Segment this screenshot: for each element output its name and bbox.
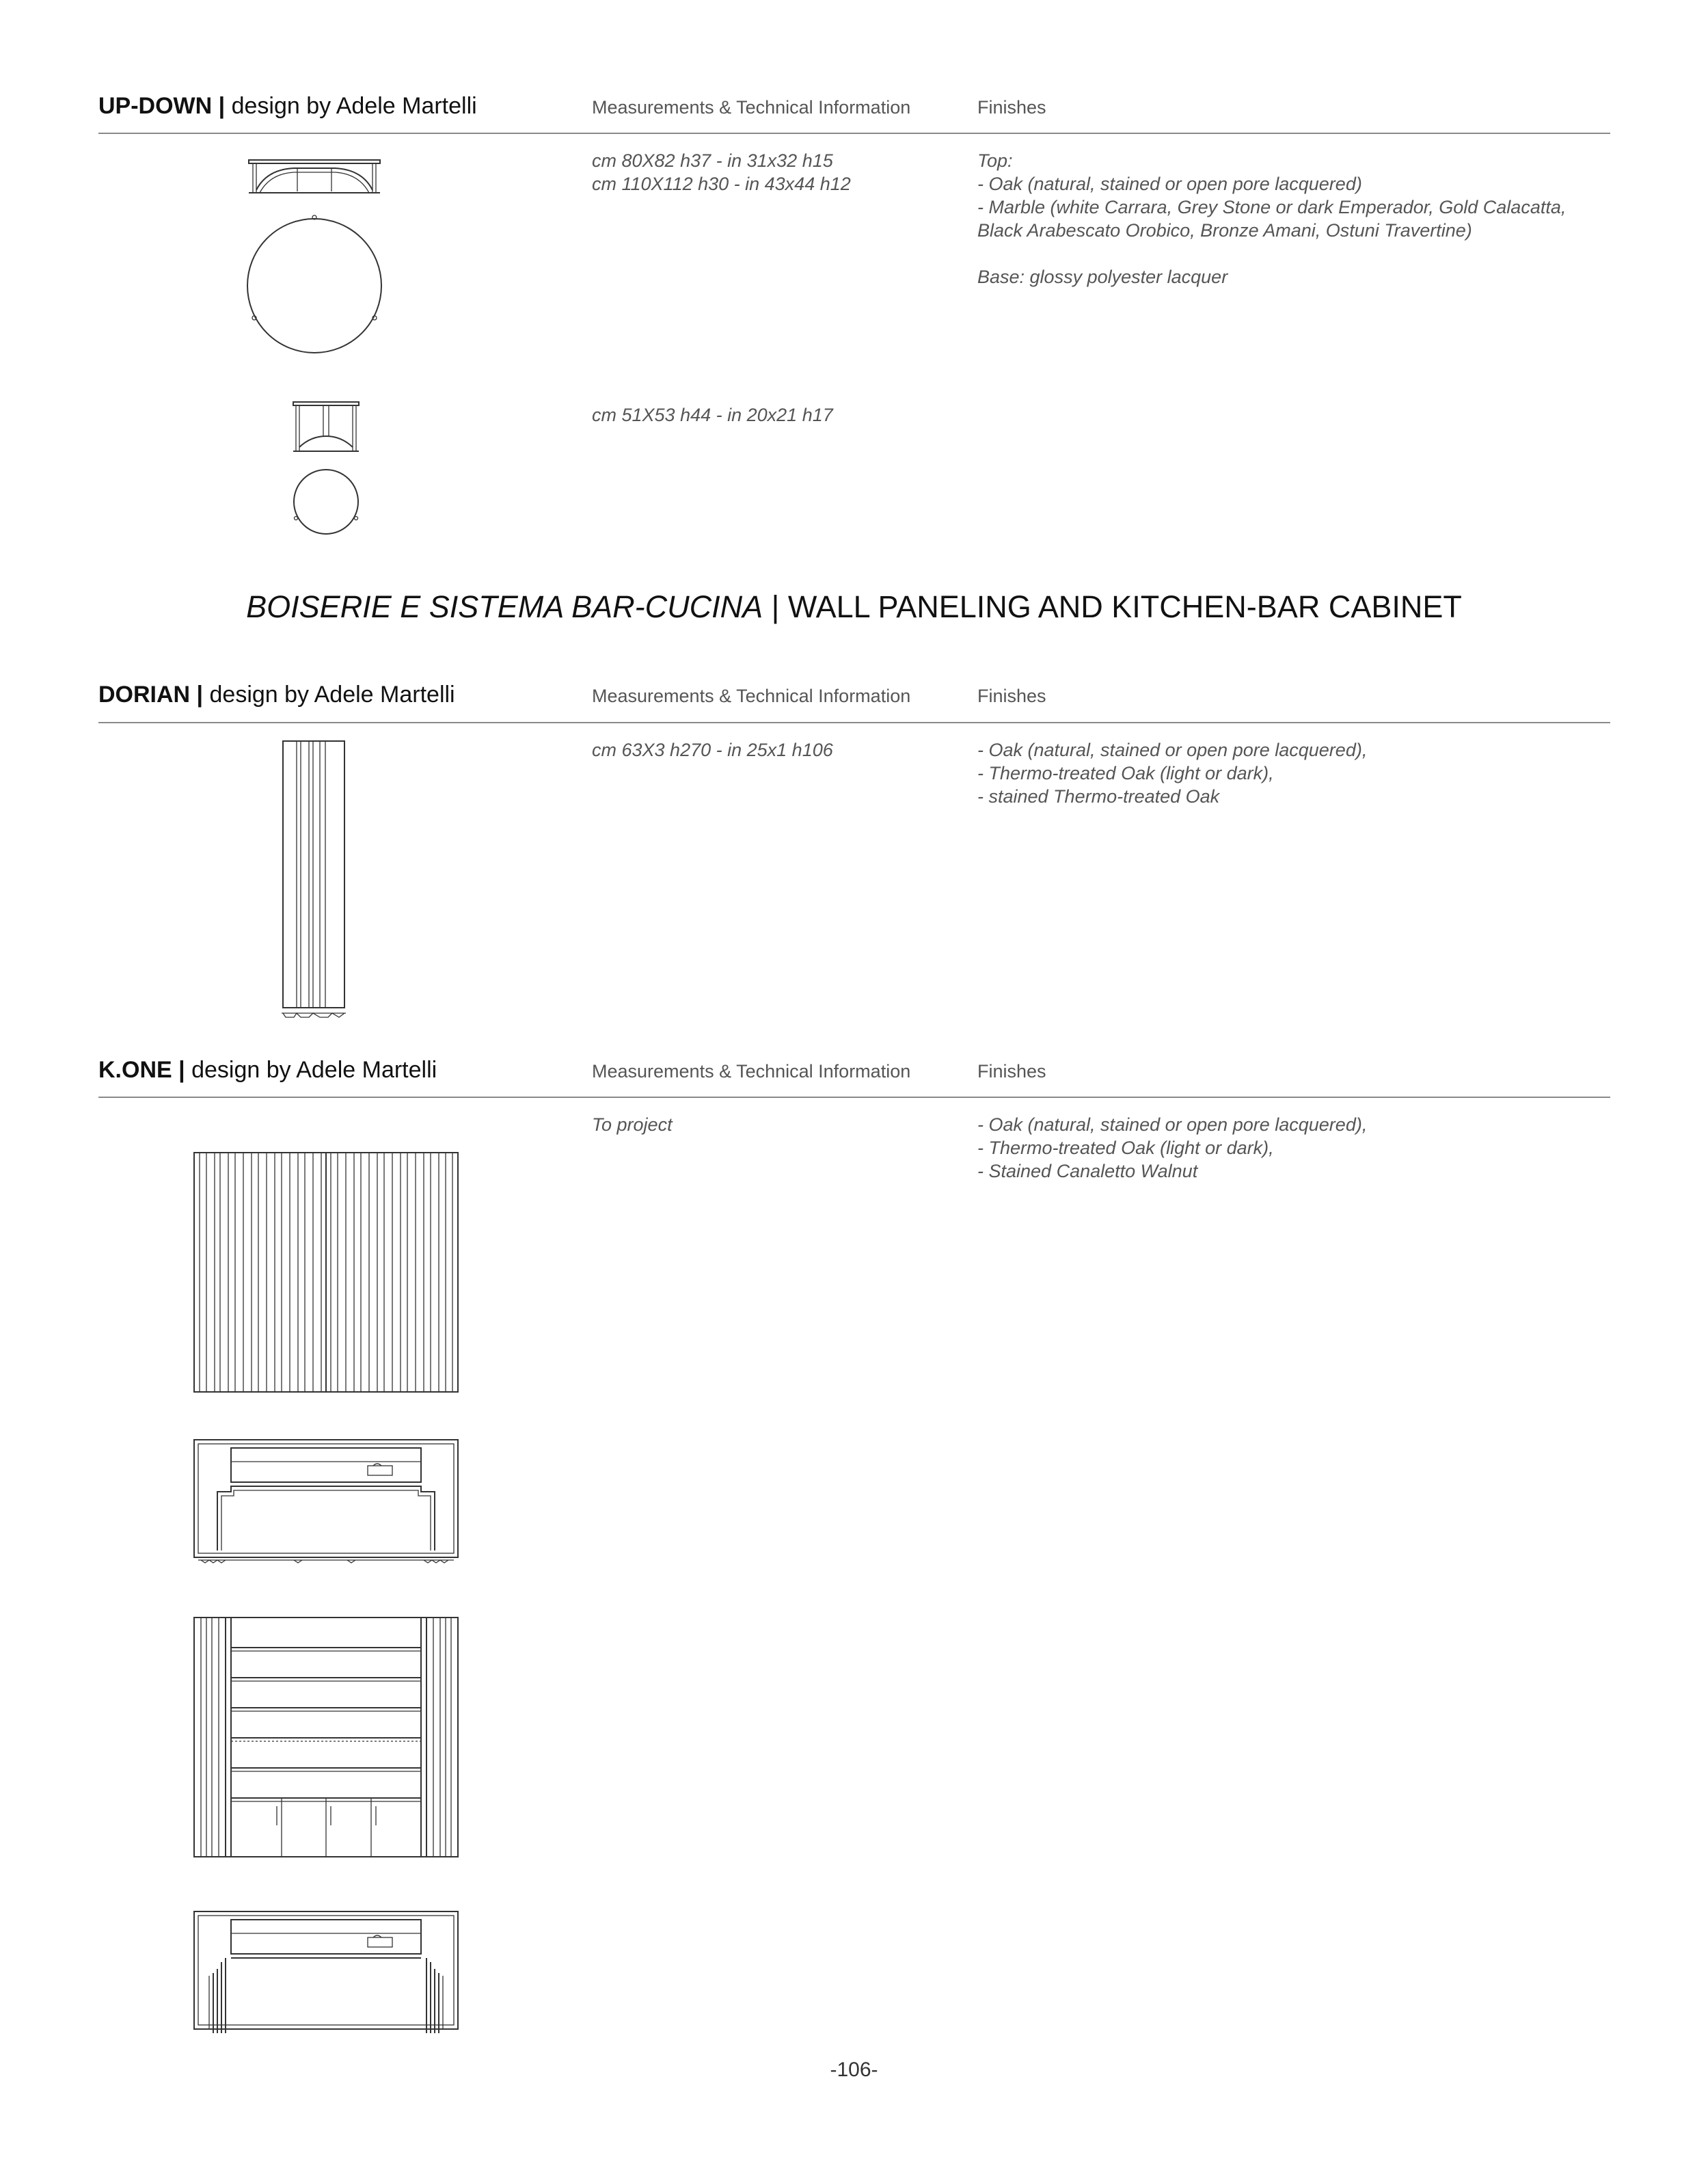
finish-line [977, 242, 1566, 265]
finish-line: - Marble (white Carrara, Grey Stone or dark Emperador, Gold Calacatta, [977, 197, 1567, 217]
updown-table-drawing [239, 150, 390, 376]
section-title-kone: K.ONE | design by Adele Martelli [98, 1057, 437, 1083]
column-header-measurements: Measurements & Technical Information [592, 686, 911, 706]
product-name: DORIAN [98, 682, 191, 708]
dorian-panel-drawing [273, 737, 355, 1024]
finish-line: - Thermo-treated Oak (light or dark), [977, 763, 1274, 783]
finishes-kone [977, 1113, 1367, 1183]
page-number: -106- [830, 2058, 878, 2081]
column-header-measurements: Measurements & Technical Information [592, 1061, 911, 1082]
updown-side-table-drawing [284, 397, 366, 540]
designer-credit: design by Adele Martelli [231, 93, 477, 119]
kone-plan-drawing [191, 1436, 465, 1566]
kone-open-plan-drawing [191, 1907, 465, 2037]
heading-separator: | [763, 589, 788, 624]
measurement-line: cm 110X112 h30 - in 43x44 h12 [592, 174, 851, 194]
designer-credit: design by Adele Martelli [191, 1057, 437, 1083]
finish-line: - Stained Canaletto Walnut [977, 1161, 1198, 1181]
section-divider [98, 722, 1610, 723]
finish-line: Black Arabescato Orobico, Bronze Amani, Ostuni Travertine) [977, 220, 1472, 241]
heading-italic: BOISERIE E SISTEMA BAR-CUCINA [246, 589, 763, 624]
column-header-measurements: Measurements & Technical Information [592, 97, 911, 118]
measurements-dorian: cm 63X3 h270 - in 25x1 h106 [592, 740, 833, 760]
section-heading [0, 589, 1708, 625]
finish-line: - Oak (natural, stained or open pore lacquered), [977, 740, 1368, 760]
product-name: K.ONE [98, 1057, 172, 1083]
section-title-dorian: DORIAN | design by Adele Martelli [98, 682, 455, 708]
column-header-finishes: Finishes [977, 97, 1046, 118]
finish-line: - Thermo-treated Oak (light or dark), [977, 1138, 1274, 1158]
measurements-updown-small: cm 51X53 h44 - in 20x21 h17 [592, 405, 833, 425]
finish-line: - Oak (natural, stained or open pore lacquered) [977, 174, 1362, 194]
section-divider [98, 133, 1610, 134]
section-title-updown: UP-DOWN | design by Adele Martelli [98, 93, 477, 119]
kone-closed-elevation-drawing [191, 1149, 465, 1395]
finish-line: - stained Thermo-treated Oak [977, 786, 1220, 807]
heading-regular: WALL PANELING AND KITCHEN-BAR CABINET [787, 589, 1462, 624]
measurements-kone: To project [592, 1114, 673, 1135]
section-divider [98, 1097, 1610, 1098]
designer-credit: design by Adele Martelli [209, 682, 455, 708]
finishes-dorian [977, 738, 1367, 808]
finish-line: Base: glossy polyester lacquer [977, 267, 1228, 287]
measurements-updown-tables [592, 149, 851, 196]
measurement-line: cm 80X82 h37 - in 31x32 h15 [592, 150, 833, 171]
finish-line: - Oak (natural, stained or open pore lacquered), [977, 1114, 1368, 1135]
kone-open-elevation-drawing [191, 1613, 465, 1860]
product-name: UP-DOWN [98, 93, 213, 119]
finishes-updown [977, 149, 1566, 288]
finish-line: Top: [977, 150, 1013, 171]
column-header-finishes: Finishes [977, 686, 1046, 706]
column-header-finishes: Finishes [977, 1061, 1046, 1082]
